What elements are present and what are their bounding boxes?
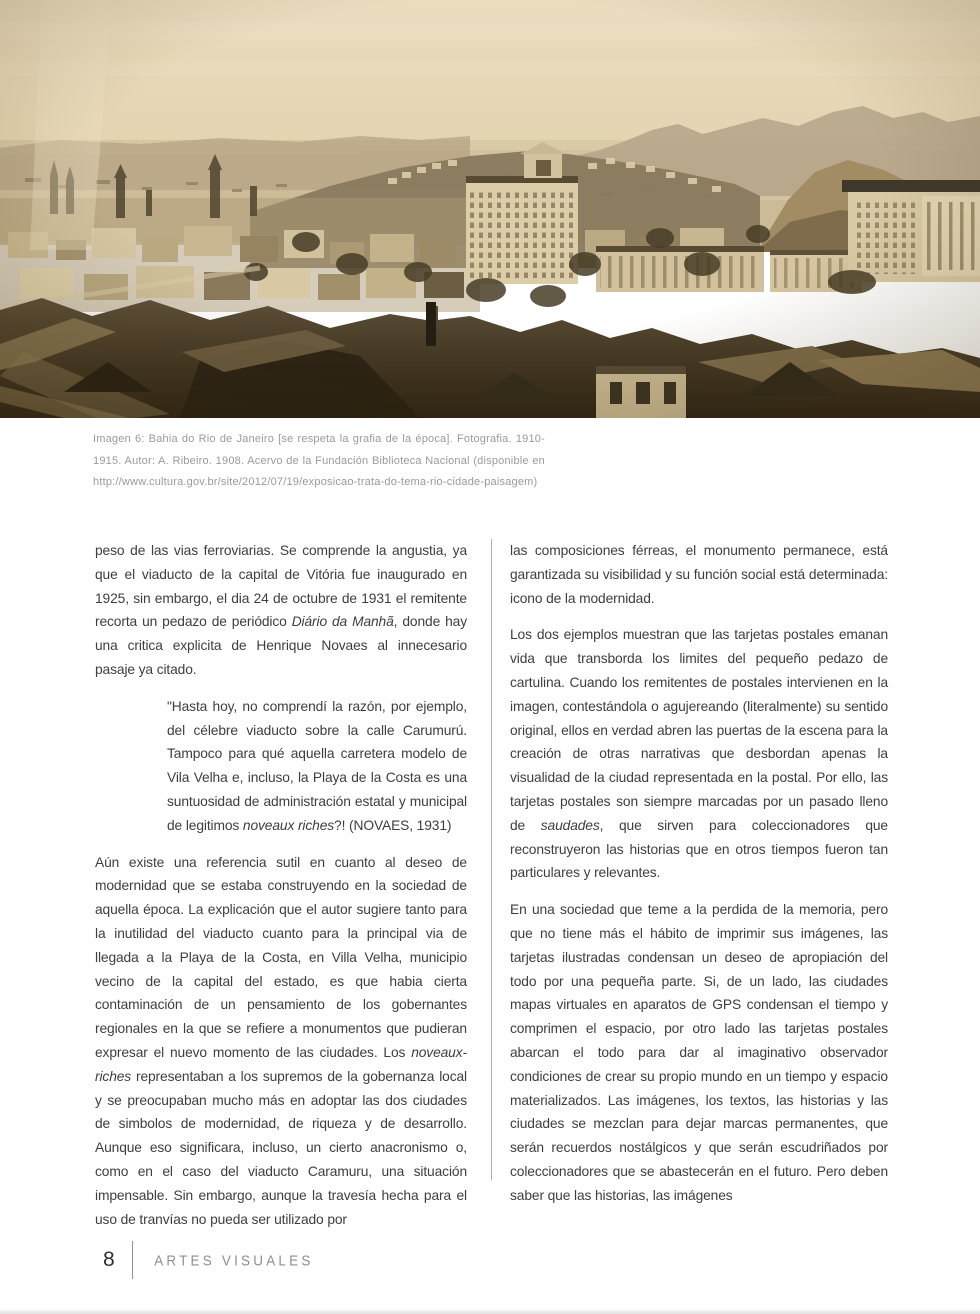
rio-panorama-photo (0, 0, 980, 418)
paragraph (510, 623, 888, 885)
italic-phrase: saudades (540, 817, 600, 833)
paragraph (95, 539, 467, 682)
text-segment: Aún existe una referencia sutil en cuanto al deseo de modernidad que se estaba construyendo en la sociedad de aquella época. La explicación que el autor sugiere tanto para la inutilidad del viaducto cuanto para la principal via de llegada a la Playa de la Costa, en Villa Velha, municipio vecino de la capital del estado, es que habia cierta contaminación de un pensamiento de los gobernantes regionales en la que se refiere a monumentos que pudieran expresar el nuevo momento de las ciudades. Los (95, 854, 467, 1060)
paragraph (510, 539, 888, 610)
photo-caption: Imagen 6: Bahia do Rio de Janeiro [se respeta la grafia de la época]. Fotografia. 1910-1915. Autor: A. Ribeiro. 1908. Acervo de la Fundación Biblioteca Nacional (disponible en http://www.cultura.gov.br/site/2012/07/19/exposicao-trata-do-tema-rio-cidade-paisagem) (93, 433, 545, 488)
journal-title: ARTES VISUALES (154, 1251, 314, 1269)
italic-phrase: noveaux riches (242, 817, 335, 833)
page-number: 8 (103, 1248, 115, 1271)
italic-phrase: noveaux-riches (95, 1044, 467, 1084)
text-segment: Los dos ejemplos muestran que las tarjetas postales emanan vida que transborda los limites del pequeño pedazo de cartulina. Cuando los remitentes de postales intervienen en la imagen, contestándola o agujereando (literalmente) su sentido original, ellos en verdad abren las puertas de la escena para la creación de otras narrativas que desbordan apenas la visualidad de la ciudad representada en la postal. Por ello, las tarjetas postales son siempre marcadas por un pasado lleno de (510, 627, 888, 833)
paragraph (510, 898, 888, 1207)
paragraph (95, 851, 467, 1232)
text-segment: , donde hay una critica explicita de Henrique Novaes al innecesario pasaje ya citado. (95, 614, 468, 677)
footer-divider (132, 1241, 134, 1279)
text-segment: "Hasta hoy, no comprendí la razón, por ejemplo, del célebre viaducto sobre la calle Carumurú. Tampoco para qué aquella carretera modelo de Vila Velha e, incluso, la Playa de la Costa es una suntuosidad de administración estatal y municipal de legitimos (167, 698, 467, 833)
block-quote (95, 695, 467, 838)
text-segment: En una sociedad que teme a la perdida de la memoria, pero que no tiene más el hábito de imprimir sus imágenes, las tarjetas ilustradas condensan un deseo de apropiación del todo por una pequeña parte. Si, de un lado, las ciudades mapas virtuales en aparatos de GPS condensan el tiempo y comprimen el espacio, por otro lado las tarjetas postales abarcan el todo para dar al imaginativo observador condiciones de crear su propio mundo en un tiempo y espacio materializados. Las imágenes, los textos, las historias y las ciudades se mezclan para dejar marcas permanentes, que serán recuerdos nostálgicos y que serán escudriñados por coleccionadores que se abastecerán en el futuro. Pero deben saber que las historias, las imágenes (510, 902, 888, 1203)
article-columns (95, 539, 888, 1231)
italic-phrase: Diário da Manhã (291, 614, 394, 630)
text-segment: peso de las vias ferroviarias. Se comprende la angustia, ya que el viaducto de la capital de Vitória fue inaugurado en 1925, sin embargo, el dia 24 de octubre de 1931 el remitente recorta un pedazo de periódico (95, 543, 467, 630)
text-segment: representaban a los supremos de la gobernanza local y se preocupaban mucho más en adoptar las dos ciudades de simbolos de modernidad, de riqueza y de desarrollo. Aunque eso significara, incluso, un cierto anacronismo o, como en el caso del viaducto Caramuru, una situación impensable. Sin embargo, aunque la travesía hecha para el uso de tranvías no pueda ser utilizado por (95, 1068, 467, 1227)
photo-figure (0, 0, 980, 418)
text-segment: las composiciones férreas, el monumento permanece, está garantizada su visibilidad y su función social está determinada: icono de la modernidad. (510, 543, 888, 606)
page-footer (103, 1241, 314, 1279)
page-bottom-edge (0, 1309, 980, 1314)
text-segment: ?! (NOVAES, 1931) (334, 817, 452, 833)
column-divider (491, 539, 492, 1180)
left-column (95, 539, 467, 1231)
right-column (510, 539, 888, 1208)
text-segment: , que sirven para coleccionadores que reconstruyeron las historias que en otros tiempos fueron tan particulares y relevantes. (510, 817, 888, 881)
